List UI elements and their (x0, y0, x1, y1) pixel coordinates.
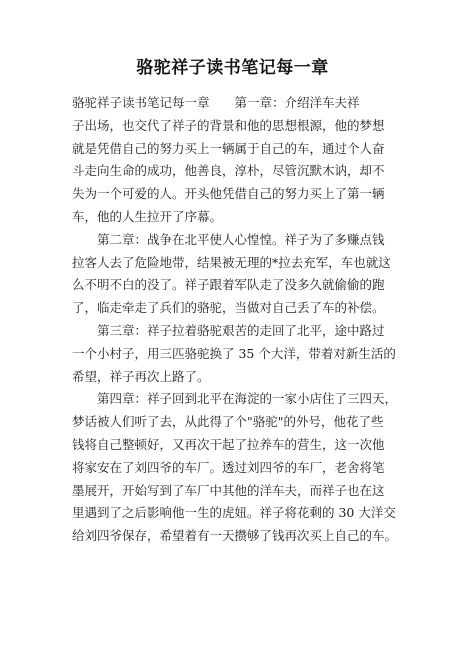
text-line: 么不明不白的没了。祥子跟着军队走了没多久就偷偷的跑 (72, 277, 385, 293)
text-line: 钱将自己整顿好，又再次干起了拉养车的营生，这一次他 (72, 436, 385, 452)
paragraph-chapter-1 (72, 92, 392, 229)
text-line: 失为一个可爱的人。开头他凭借自己的努力买上了第一辆 (72, 186, 385, 202)
text-line: 墨展开，开始写到了车厂中其他的洋车夫，而祥子也在这 (72, 482, 385, 498)
text-line: 里遇到了之后影响他一生的虎妞。祥子将花剩的 30 大洋交 (72, 505, 396, 521)
text-line: 就是凭借自己的努力买上一辆属于自己的车，通过个人奋 (72, 140, 385, 156)
document-body (72, 92, 398, 548)
paragraph-chapter-4 (72, 388, 398, 548)
document-title: 骆驼祥子读书笔记每一章 (136, 58, 329, 78)
text-line: 给刘四爷保存，希望着有一天攒够了钱再次买上自己的车。 (72, 528, 398, 544)
text-line: 骆驼祥子读书笔记每一章 第一章：介绍洋车夫祥 (72, 95, 360, 110)
text-line: 梦话被人们听了去，从此得了个"骆驼"的外号，他花了些 (72, 414, 384, 430)
text-line: 将家安在了刘四爷的车厂。透过刘四爷的车厂，老舍将笔 (72, 459, 385, 475)
text-line: 斗走向生命的成功，他善良，淳朴，尽管沉默木讷，却不 (72, 163, 385, 179)
paragraph-chapter-3 (72, 320, 396, 388)
text-line: 子出场，也交代了祥子的背景和他的思想根源，他的梦想 (72, 117, 385, 133)
text-line: 车，他的人生拉开了序幕。 (72, 208, 223, 224)
text-line: 拉客人去了危险地带，结果被无理的*拉去充军，车也就这 (72, 254, 391, 270)
text-line: 第四章：祥子回到北平在海淀的一家小店住了三四天， (97, 391, 398, 407)
text-line: 希望，祥子再次上路了。 (72, 368, 210, 384)
paragraph-chapter-2 (72, 229, 392, 320)
text-line: 了，临走牵走了兵们的骆驼，当做对自己丢了车的补偿。 (72, 300, 385, 316)
text-line: 第二章：战争在北平使人心惶惶。祥子为了多赚点钱 (97, 231, 385, 247)
text-line: 第三章：祥子拉着骆驼艰苦的走回了北平，途中路过 (97, 322, 385, 338)
text-line: 一个小村子，用三匹骆驼换了 35 个大洋，带着对新生活的 (72, 345, 396, 361)
